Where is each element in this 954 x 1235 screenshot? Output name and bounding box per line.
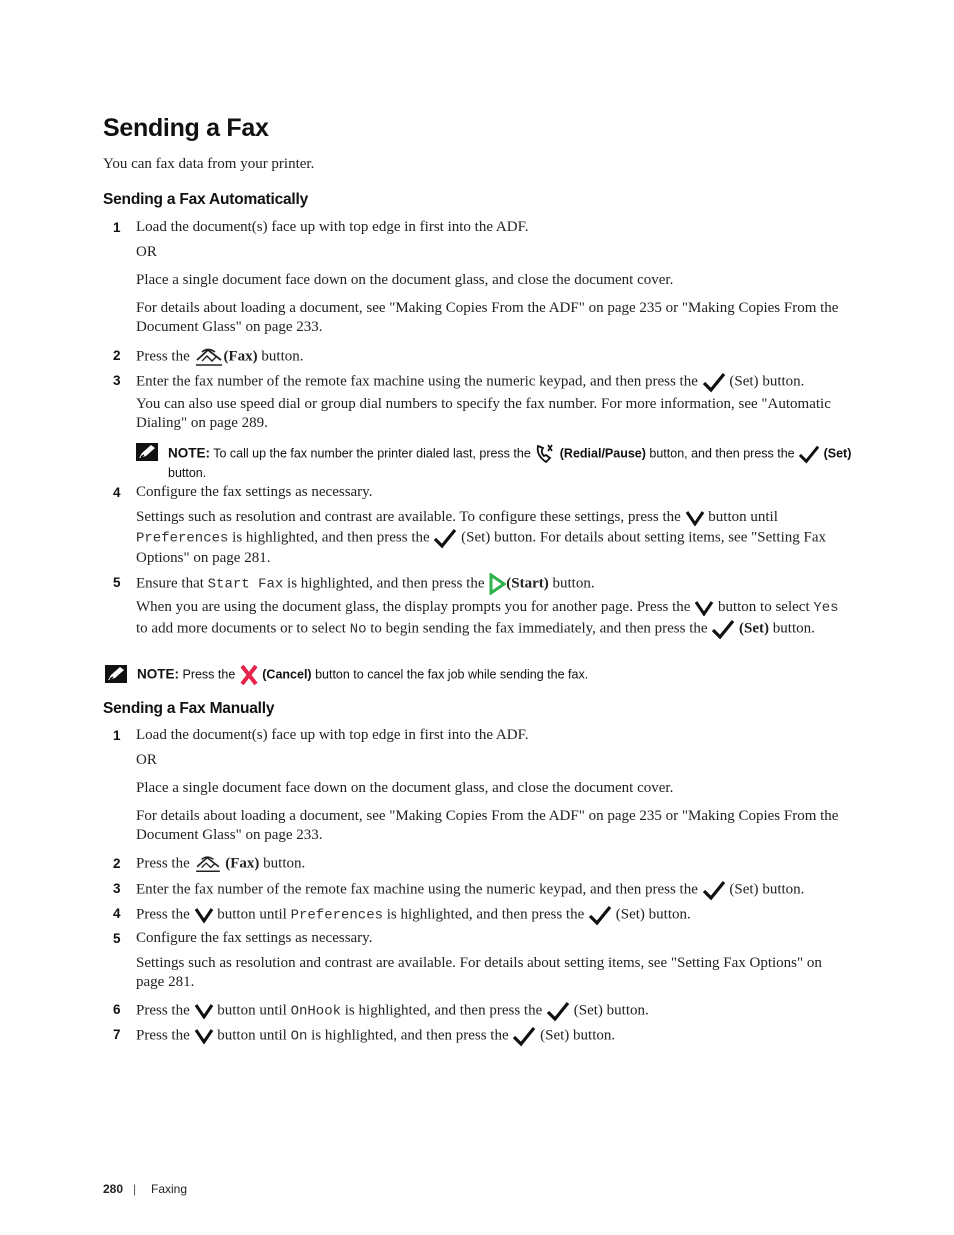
step-number: 1 — [113, 220, 121, 235]
step-more-text: When you are using the document glass, the display prompts you for another page. Press the button to select Yes to add more documents or to select No to begin sending the fax immediately, and then press the (Set) button. — [136, 598, 850, 640]
checkmark-icon — [702, 371, 726, 393]
page-number: 280 — [103, 1182, 124, 1196]
footer-chapter: Faxing — [151, 1182, 188, 1196]
step-number: 4 — [113, 485, 121, 500]
step-details-text: For details about loading a document, see "Making Copies From the ADF" on page 235 or "Making Copies From the Document Glass" on page 233. — [136, 300, 839, 335]
step-text: Press the button until Preferences is highlighted, and then press the (Set) button. — [136, 904, 851, 926]
step-text: Load the document(s) face up with top edge in first into the ADF. — [136, 219, 529, 235]
or-text: OR — [136, 244, 157, 260]
down-arrow-icon — [194, 1028, 214, 1044]
step-number: 6 — [113, 1002, 121, 1017]
page-title: Sending a Fax — [103, 114, 269, 142]
step-text: Configure the fax settings as necessary. — [136, 484, 373, 500]
step-number: 2 — [113, 348, 121, 363]
section-heading-manual: Sending a Fax Manually — [103, 700, 275, 717]
step-number: 5 — [113, 931, 121, 946]
fax-icon — [194, 854, 222, 874]
note-1: NOTE: To call up the fax number the printer dialed last, press the (Redial/Pause) button, and then press the (Set) button. — [168, 443, 858, 482]
step-number: 4 — [113, 906, 121, 921]
cancel-icon — [239, 664, 259, 686]
step-more-text: Settings such as resolution and contrast are available. For details about setting items, see "Setting Fax Options" on page 281. — [136, 955, 822, 990]
step-details-text: For details about loading a document, see "Making Copies From the ADF" on page 235 or "Making Copies From the Document Glass" on page 233. — [136, 808, 839, 843]
redial-icon — [534, 443, 556, 465]
step-text: Press the button until On is highlighted, and then press the (Set) button. — [136, 1025, 851, 1047]
step-text: Press the button until OnHook is highlighted, and then press the (Set) button. — [136, 1000, 851, 1022]
checkmark-icon — [702, 879, 726, 901]
step-number: 2 — [113, 856, 121, 871]
intro-text: You can fax data from your printer. — [103, 156, 315, 172]
checkmark-icon — [433, 527, 457, 549]
step-text: Ensure that Start Fax is highlighted, and then press the (Start) button. — [136, 573, 851, 595]
checkmark-icon — [546, 1000, 570, 1022]
step-alt-text: Place a single document face down on the document glass, and close the document cover. — [136, 272, 674, 288]
checkmark-icon — [711, 618, 735, 640]
footer-separator: | — [133, 1182, 137, 1196]
fax-icon — [194, 346, 224, 368]
step-number: 3 — [113, 373, 121, 388]
note-pencil-icon — [105, 665, 127, 683]
step-text: Load the document(s) face up with top edge in first into the ADF. — [136, 727, 529, 743]
checkmark-icon — [512, 1025, 536, 1047]
or-text: OR — [136, 752, 157, 768]
down-arrow-icon — [694, 600, 714, 616]
note-pencil-icon — [136, 443, 158, 461]
step-number: 1 — [113, 728, 121, 743]
step-text: Enter the fax number of the remote fax machine using the numeric keypad, and then press the (Set) button. — [136, 879, 851, 901]
step-text: Enter the fax number of the remote fax machine using the numeric keypad, and then press the (Set) button. — [136, 371, 851, 393]
down-arrow-icon — [194, 907, 214, 923]
down-arrow-icon — [685, 510, 705, 526]
step-number: 7 — [113, 1027, 121, 1042]
step-number: 3 — [113, 881, 121, 896]
start-icon — [488, 573, 506, 595]
step-text: Configure the fax settings as necessary. — [136, 930, 373, 946]
step-text: Press the (Fax) button. — [136, 854, 851, 874]
step-more-text: You can also use speed dial or group dial numbers to specify the fax number. For more information, see "Automatic Dialing" on page 289. — [136, 396, 831, 431]
step-text: Press the (Fax) button. — [136, 346, 851, 368]
step-alt-text: Place a single document face down on the document glass, and close the document cover. — [136, 780, 674, 796]
down-arrow-icon — [194, 1003, 214, 1019]
step-more-text: Settings such as resolution and contrast are available. To configure these settings, press the button until Preferences is highlighted, and then press the (Set) button. For details about setting items, see "Setting Fax Options" on page 281. — [136, 509, 826, 566]
checkmark-icon — [588, 904, 612, 926]
step-number: 5 — [113, 575, 121, 590]
note-2: NOTE: Press the (Cancel) button to cancel the fax job while sending the fax. — [137, 664, 857, 686]
checkmark-icon — [798, 444, 820, 464]
section-heading-automatic: Sending a Fax Automatically — [103, 191, 309, 208]
